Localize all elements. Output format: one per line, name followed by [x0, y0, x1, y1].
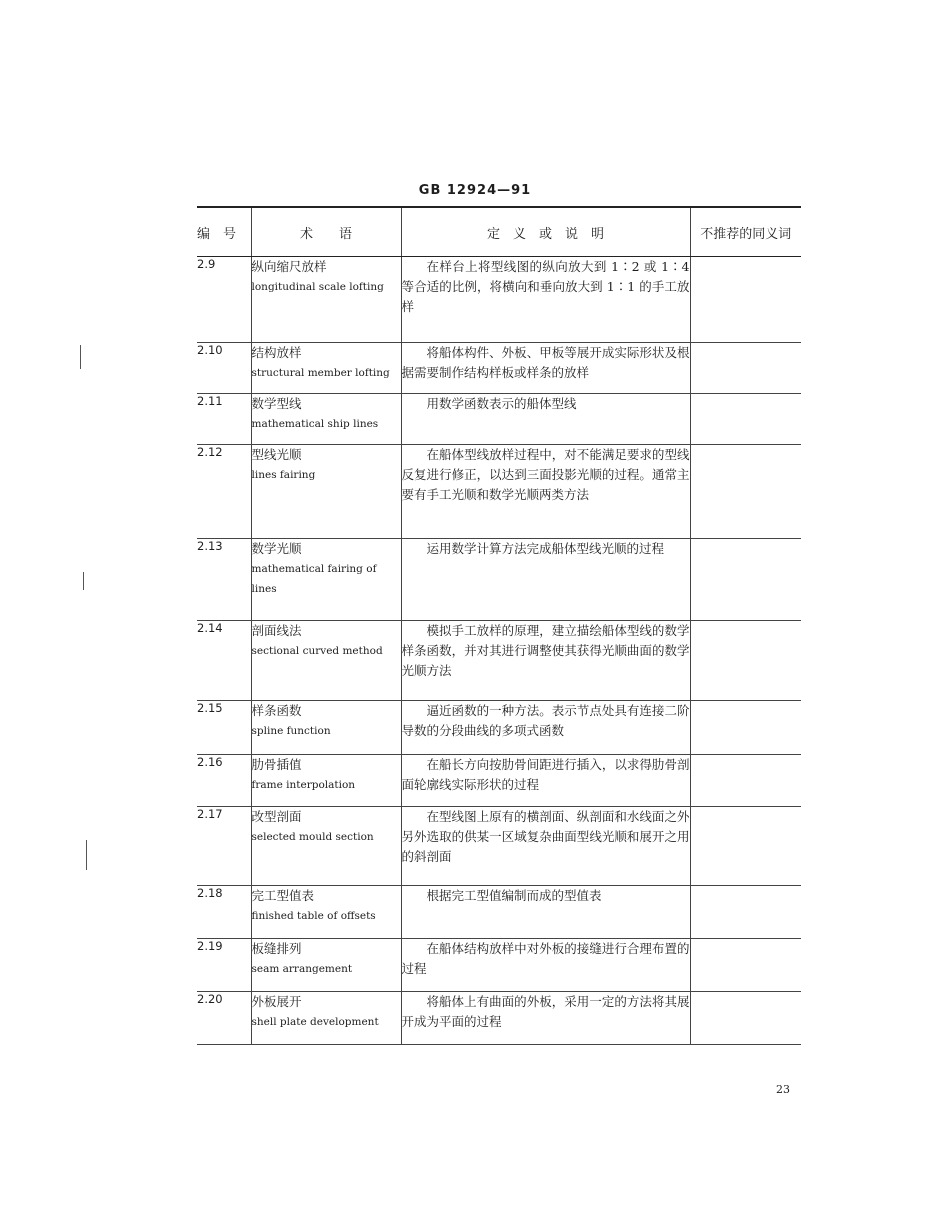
- term-synonym: [690, 343, 801, 394]
- term-definition: 将船体构件、外板、甲板等展开成实际形状及根据需要制作结构样板或样条的放样: [401, 343, 690, 394]
- term-cell: [251, 701, 401, 755]
- term-chinese: 肋骨插值: [251, 757, 302, 772]
- term-definition: 将船体上有曲面的外板，采用一定的方法将其展开成为平面的过程: [401, 992, 690, 1045]
- table-row: [197, 394, 801, 445]
- table-row: [197, 621, 801, 701]
- term-number: 2.18: [197, 886, 251, 939]
- term-cell: [251, 539, 401, 621]
- term-chinese: 型线光顺: [251, 447, 302, 462]
- term-english: spline function: [251, 725, 331, 737]
- term-synonym: [690, 807, 801, 886]
- table-row: [197, 343, 801, 394]
- term-english: sectional curved method: [251, 645, 383, 657]
- term-number: 2.20: [197, 992, 251, 1045]
- scan-margin-mark: [80, 345, 81, 369]
- terms-table: [197, 206, 801, 1045]
- term-chinese: 数学光顺: [251, 541, 302, 556]
- term-chinese: 剖面线法: [251, 623, 302, 638]
- term-number: 2.9: [197, 257, 251, 343]
- term-chinese: 改型剖面: [251, 809, 302, 824]
- scan-margin-mark: [83, 572, 84, 590]
- term-cell: [251, 939, 401, 992]
- table-row: [197, 939, 801, 992]
- term-number: 2.14: [197, 621, 251, 701]
- table-row: [197, 886, 801, 939]
- table-row: [197, 807, 801, 886]
- column-header-number: 编 号: [197, 207, 251, 257]
- table-header-row: [197, 207, 801, 257]
- table-row: [197, 257, 801, 343]
- term-chinese: 纵向缩尺放样: [251, 259, 327, 274]
- term-cell: [251, 394, 401, 445]
- term-number: 2.13: [197, 539, 251, 621]
- term-chinese: 板缝排列: [251, 941, 302, 956]
- term-english: finished table of offsets: [251, 910, 376, 922]
- term-definition: 根据完工型值编制而成的型值表: [401, 886, 690, 939]
- term-cell: [251, 343, 401, 394]
- term-definition: 逼近函数的一种方法。表示节点处具有连接二阶导数的分段曲线的多项式函数: [401, 701, 690, 755]
- term-cell: [251, 807, 401, 886]
- term-english: structural member lofting: [251, 367, 390, 379]
- column-header-term: 术 语: [251, 207, 401, 257]
- term-number: 2.15: [197, 701, 251, 755]
- term-definition: 在样台上将型线图的纵向放大到 1∶2 或 1∶4 等合适的比例，将横向和垂向放大到 1∶1 的手工放样: [401, 257, 690, 343]
- term-cell: [251, 621, 401, 701]
- term-synonym: [690, 992, 801, 1045]
- term-english: longitudinal scale lofting: [251, 281, 384, 293]
- term-synonym: [690, 445, 801, 539]
- table-row: [197, 539, 801, 621]
- term-chinese: 完工型值表: [251, 888, 315, 903]
- column-header-definition: 定 义 或 说 明: [401, 207, 690, 257]
- term-number: 2.12: [197, 445, 251, 539]
- term-english: selected mould section: [251, 831, 374, 843]
- term-english: lines fairing: [251, 469, 316, 481]
- term-chinese: 结构放样: [251, 345, 302, 360]
- term-definition: 模拟手工放样的原理，建立描绘船体型线的数学样条函数，并对其进行调整使其获得光顺曲面的数学光顺方法: [401, 621, 690, 701]
- term-definition: 在船体结构放样中对外板的接缝进行合理布置的过程: [401, 939, 690, 992]
- term-synonym: [690, 257, 801, 343]
- term-english: seam arrangement: [251, 963, 353, 975]
- scan-margin-mark: [86, 840, 87, 870]
- column-header-synonym: 不推荐的同义词: [690, 207, 801, 257]
- term-definition: 在船长方向按肋骨间距进行插入，以求得肋骨剖面轮廓线实际形状的过程: [401, 755, 690, 807]
- term-number: 2.17: [197, 807, 251, 886]
- term-definition: 运用数学计算方法完成船体型线光顺的过程: [401, 539, 690, 621]
- term-chinese: 数学型线: [251, 396, 302, 411]
- term-synonym: [690, 939, 801, 992]
- term-synonym: [690, 539, 801, 621]
- table-row: [197, 992, 801, 1045]
- term-definition: 在船体型线放样过程中，对不能满足要求的型线反复进行修正，以达到三面投影光顺的过程。通常主要有手工光顺和数学光顺两类方法: [401, 445, 690, 539]
- term-cell: [251, 886, 401, 939]
- term-number: 2.16: [197, 755, 251, 807]
- term-english: mathematical ship lines: [251, 418, 379, 430]
- term-english: shell plate development: [251, 1016, 379, 1028]
- term-cell: [251, 445, 401, 539]
- term-chinese: 外板展开: [251, 994, 302, 1009]
- term-number: 2.19: [197, 939, 251, 992]
- table-row: [197, 445, 801, 539]
- table-row: [197, 755, 801, 807]
- term-chinese: 样条函数: [251, 703, 302, 718]
- standard-number: GB 12924—91: [418, 183, 532, 198]
- term-number: 2.11: [197, 394, 251, 445]
- term-cell: [251, 257, 401, 343]
- page-number: 23: [776, 1083, 790, 1096]
- term-cell: [251, 992, 401, 1045]
- term-synonym: [690, 701, 801, 755]
- term-english: frame interpolation: [251, 779, 356, 791]
- term-synonym: [690, 755, 801, 807]
- term-cell: [251, 755, 401, 807]
- term-definition: 用数学函数表示的船体型线: [401, 394, 690, 445]
- term-synonym: [690, 621, 801, 701]
- term-english: mathematical fairing of lines: [251, 563, 377, 595]
- term-synonym: [690, 394, 801, 445]
- table-row: [197, 701, 801, 755]
- term-number: 2.10: [197, 343, 251, 394]
- term-synonym: [690, 886, 801, 939]
- term-definition: 在型线图上原有的横剖面、纵剖面和水线面之外另外选取的供某一区域复杂曲面型线光顺和展开之用的斜剖面: [401, 807, 690, 886]
